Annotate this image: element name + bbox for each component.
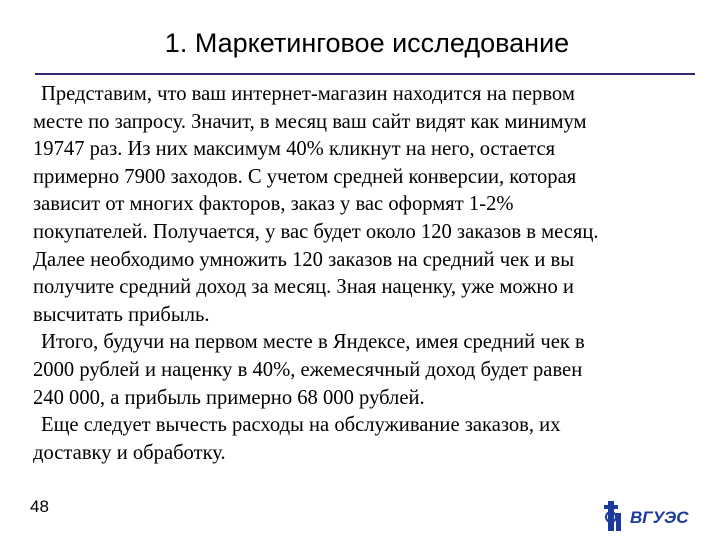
text-line: зависит от многих факторов, заказ у вас оформят 1-2%	[33, 193, 514, 216]
slide-title: 1. Маркетинговое исследование	[164, 28, 570, 58]
text-line: высчитать прибыль.	[33, 303, 210, 326]
university-logo	[600, 495, 710, 535]
text-line: примерно 7900 заходов. С учетом средней конверсии, которая	[33, 165, 577, 188]
text-line: Далее необходимо умножить 120 заказов на средний чек и вы	[33, 248, 575, 271]
university-crest-icon	[604, 501, 621, 531]
text-line: Итого, будучи на первом месте в Яндексе, имея средний чек в	[41, 331, 585, 354]
text-line: месте по запросу. Значит, в месяц ваш сайт видят как минимум	[33, 110, 587, 133]
text-line: 2000 рублей и наценку в 40%, ежемесячный доход будет равен	[33, 358, 583, 381]
text-line: покупателей. Получается, у вас будет около 120 заказов в месяц.	[33, 220, 599, 243]
text-line: 19747 раз. Из них максимум 40% кликнут на него, остается	[33, 138, 556, 161]
text-line: 240 000, а прибыль примерно 68 000 рублей.	[33, 386, 425, 409]
title-divider	[35, 73, 695, 75]
text-line: получите средний доход за месяц. Зная наценку, уже можно и	[33, 276, 574, 299]
page-number: 48	[30, 497, 49, 516]
text-line: Представим, что ваш интернет-магазин находится на первом	[41, 83, 575, 105]
logo-text: ВГУЭС	[630, 508, 689, 527]
text-line: Еще следует вычесть расходы на обслуживание заказов, их	[41, 414, 561, 437]
body-text	[33, 81, 699, 467]
text-line: доставку и обработку.	[33, 441, 226, 464]
